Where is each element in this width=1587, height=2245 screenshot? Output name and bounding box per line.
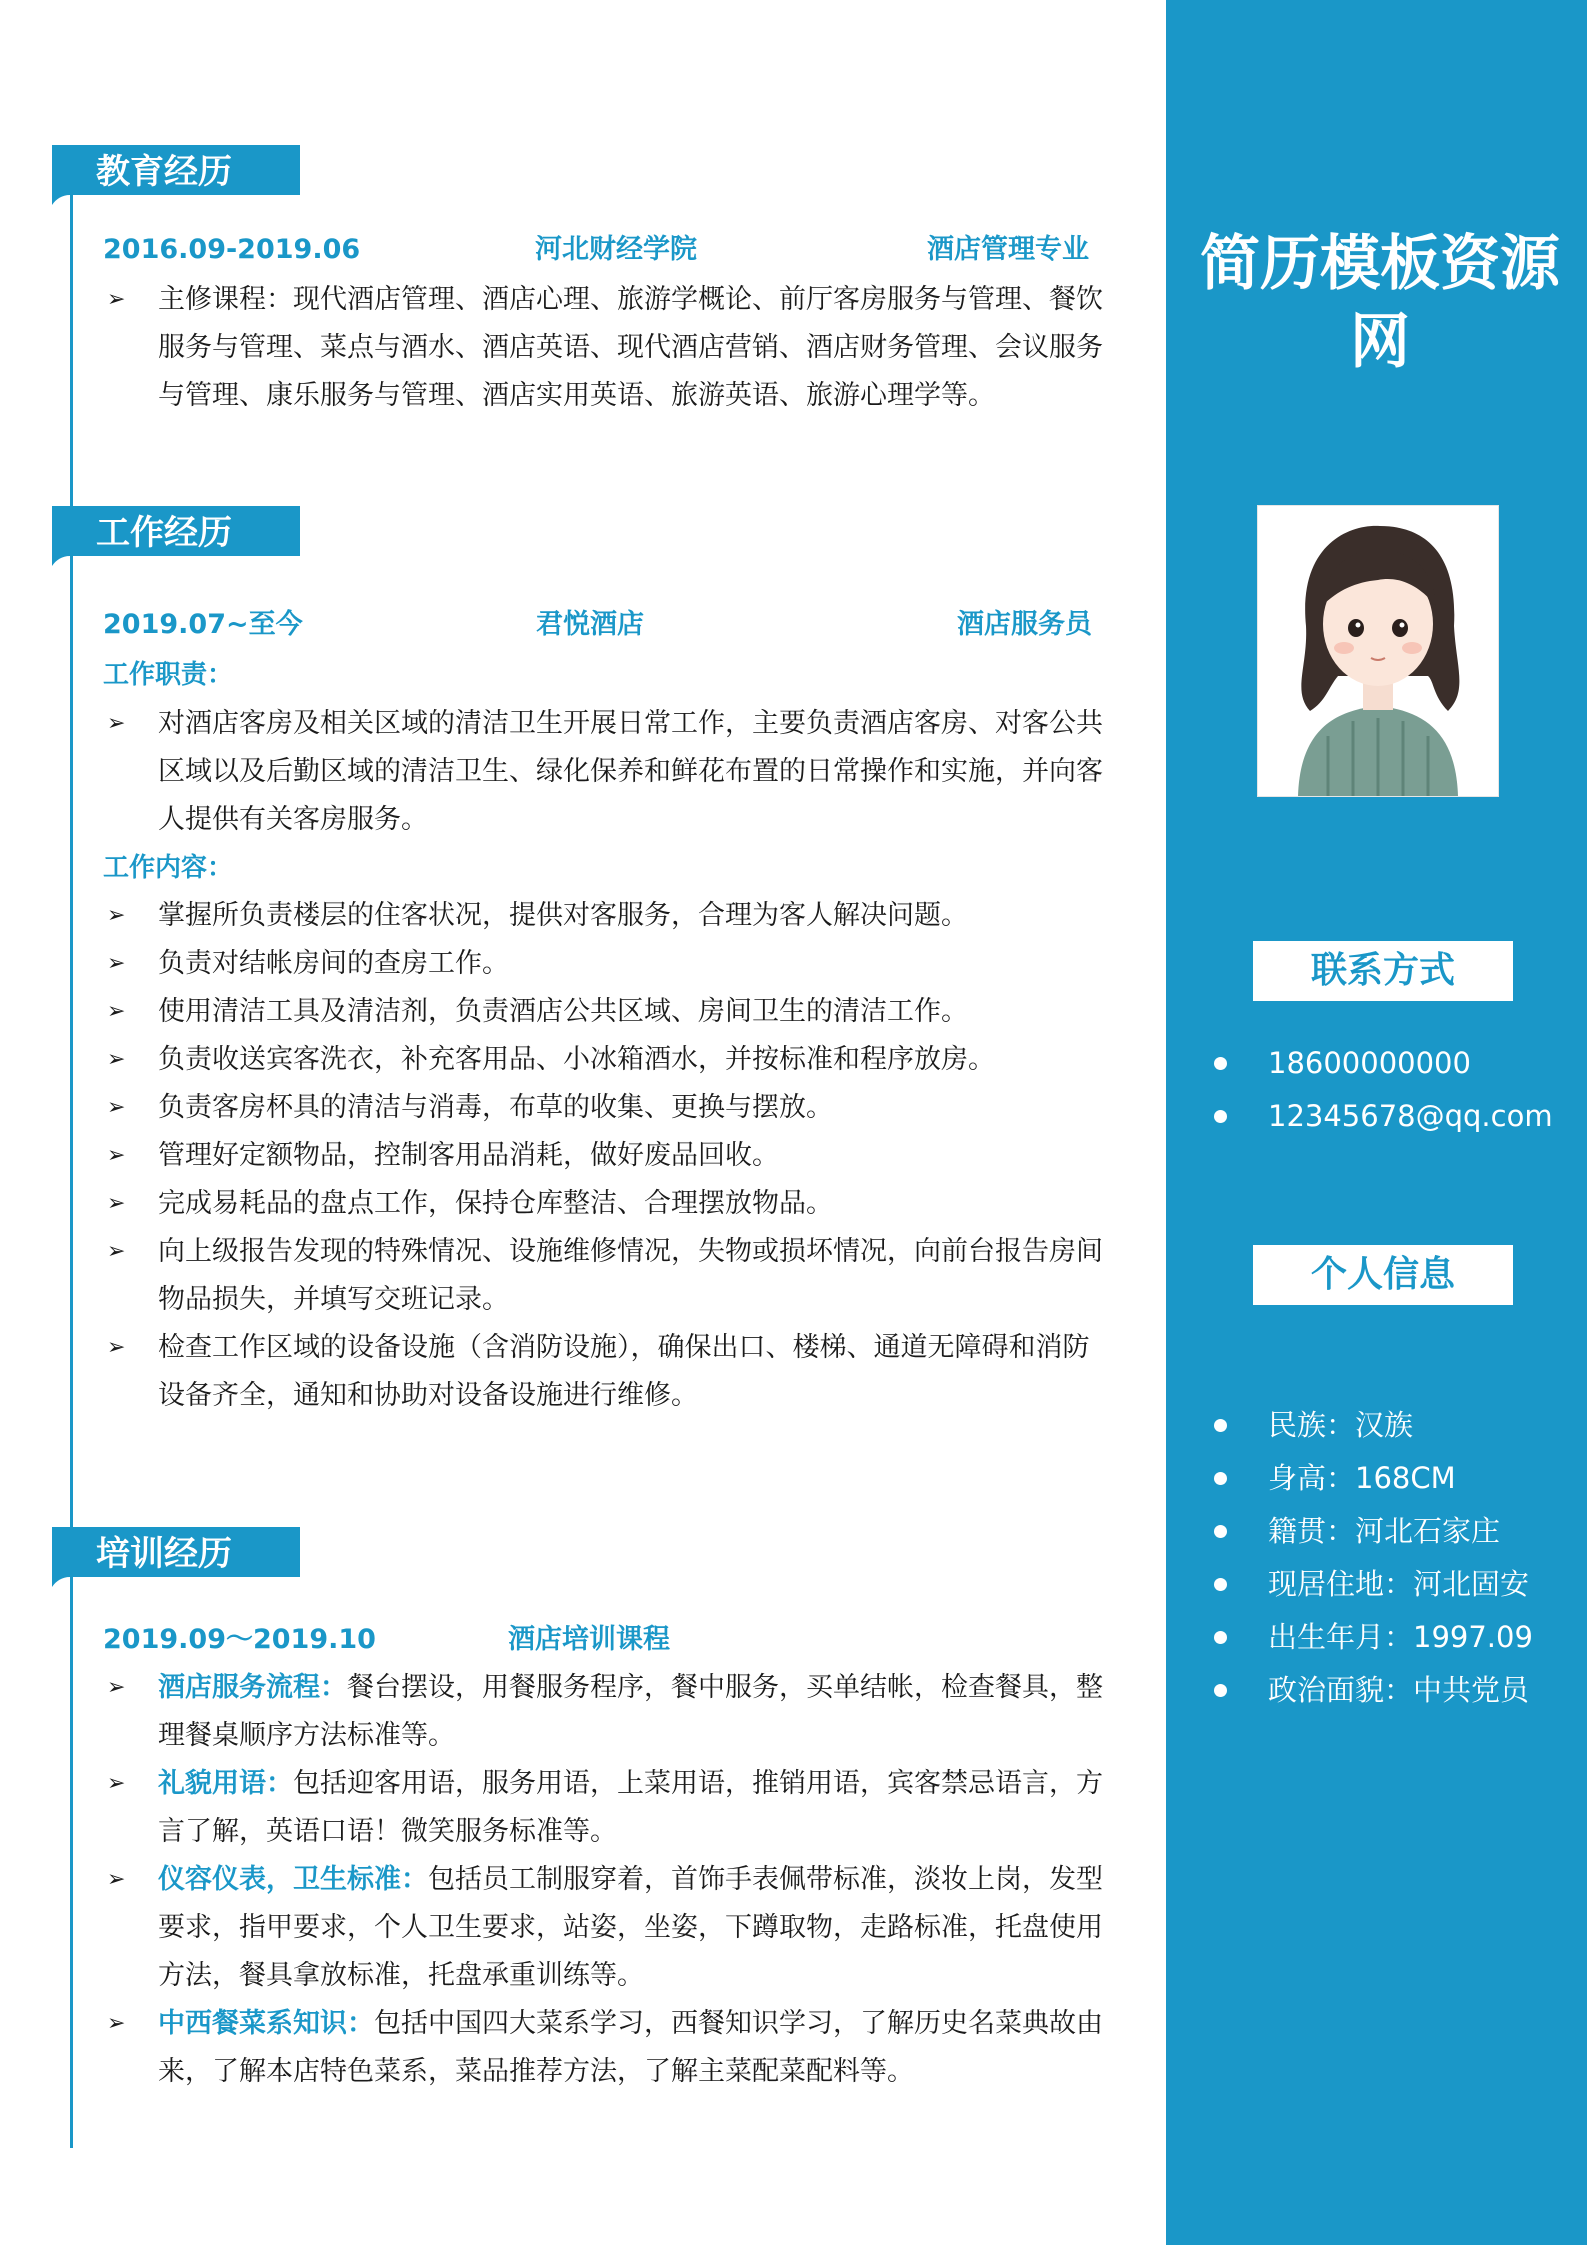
list-item: ➢ 对酒店客房及相关区域的清洁卫生开展日常工作，主要负责酒店客房、对客公共区域以及后勤区域的清洁卫生、绿化保养和鲜花布置的日常操作和实施，并向客人提供有关客房服务。 [103,700,1103,844]
list-item: ➢ 使用清洁工具及清洁剂，负责酒店公共区域、房间卫生的清洁工作。 [103,988,1103,1036]
work-position: 酒店服务员 [957,609,1092,640]
training-list [103,1664,1103,2096]
arrow-bullet-icon: ➢ [107,1675,126,1700]
info-item: 身高：168CM [1210,1452,1580,1505]
contact-list [1210,1037,1580,1143]
info-item: 民族：汉族 [1210,1399,1580,1452]
education-list [103,276,1103,420]
arrow-bullet-icon: ➢ [107,951,126,976]
work-duty-label: 工作职责： [103,660,234,690]
arrow-bullet-icon: ➢ [107,287,126,312]
arrow-bullet-icon: ➢ [107,1095,126,1120]
training-row [103,1620,1103,1660]
arrow-bullet-icon: ➢ [107,1143,126,1168]
list-item: ➢ 管理好定额物品，控制客用品消耗，做好废品回收。 [103,1132,1103,1180]
section-heading-education: 教育经历 [52,145,302,201]
phone-item: 18600000000 [1210,1037,1580,1090]
resume-name: 简历模板资源网 [1200,229,1560,377]
list-item: ➢ 主修课程：现代酒店管理、酒店心理、旅游学概论、前厅客房服务与管理、餐饮服务与管理、菜点与酒水、酒店英语、现代酒店营销、酒店财务管理、会议服务与管理、康乐服务与管理、酒店实用英语、旅游英语、旅游心理学等。 [103,276,1103,420]
bullet-icon [1214,1684,1227,1697]
work-period: 2019.07~至今 [103,609,303,640]
avatar-illustration-icon [1258,506,1498,796]
list-item: ➢ 中西餐菜系知识：包括中国四大菜系学习，西餐知识学习，了解历史名菜典故由来，了解本店特色菜系，菜品推荐方法，了解主菜配菜配料等。 [103,2000,1103,2096]
list-item: ➢ 负责对结帐房间的查房工作。 [103,940,1103,988]
bullet-icon [1214,1110,1227,1123]
arrow-bullet-icon: ➢ [107,1867,126,1892]
training-course: 酒店培训课程 [508,1624,670,1655]
list-item: ➢ 负责收送宾客洗衣，补充客用品、小冰箱酒水，并按标准和程序放房。 [103,1036,1103,1084]
arrow-bullet-icon: ➢ [107,1191,126,1216]
section-heading-training: 培训经历 [52,1527,302,1583]
info-heading: 个人信息 [1253,1245,1513,1305]
list-item: ➢ 掌握所负责楼层的住客状况，提供对客服务，合理为客人解决问题。 [103,892,1103,940]
bullet-icon [1214,1525,1227,1538]
bullet-icon [1214,1578,1227,1591]
arrow-bullet-icon: ➢ [107,1771,126,1796]
list-item: ➢ 检查工作区域的设备设施（含消防设施），确保出口、楼梯、通道无障碍和消防设备齐全，通知和协助对设备设施进行维修。 [103,1324,1103,1420]
timeline-line [70,150,73,2148]
bullet-icon [1214,1631,1227,1644]
education-row [103,230,1103,270]
bullet-icon [1214,1472,1227,1485]
training-period: 2019.09～2019.10 [103,1624,376,1655]
work-content-label: 工作内容： [103,853,234,883]
section-heading-work: 工作经历 [52,506,302,562]
arrow-bullet-icon: ➢ [107,1047,126,1072]
list-item: ➢ 完成易耗品的盘点工作，保持仓库整洁、合理摆放物品。 [103,1180,1103,1228]
list-item: ➢ 礼貌用语：包括迎客用语，服务用语，上菜用语，推销用语，宾客禁忌语言，方言了解，英语口语！微笑服务标准等。 [103,1760,1103,1856]
education-major: 酒店管理专业 [927,234,1089,265]
work-duty-list [103,700,1103,844]
info-item: 现居住地：河北固安 [1210,1558,1580,1611]
info-list [1210,1399,1580,1717]
arrow-bullet-icon: ➢ [107,1239,126,1264]
info-item: 出生年月：1997.09 [1210,1611,1580,1664]
arrow-bullet-icon: ➢ [107,2011,126,2036]
info-item: 籍贯：河北石家庄 [1210,1505,1580,1558]
list-item: ➢ 向上级报告发现的特殊情况、设施维修情况，失物或损坏情况，向前台报告房间物品损失，并填写交班记录。 [103,1228,1103,1324]
work-row [103,605,1103,645]
education-school: 河北财经学院 [535,234,697,265]
list-item: ➢ 仪容仪表，卫生标准：包括员工制服穿着，首饰手表佩带标准，淡妆上岗，发型要求，指甲要求，个人卫生要求，站姿，坐姿，下蹲取物，走路标准，托盘使用方法，餐具拿放标准，托盘承重训练等。 [103,1856,1103,2000]
list-item: ➢ 酒店服务流程：餐台摆设，用餐服务程序，餐中服务，买单结帐，检查餐具，整理餐桌顺序方法标准等。 [103,1664,1103,1760]
arrow-bullet-icon: ➢ [107,903,126,928]
email-item: 12345678@qq.com [1210,1090,1580,1143]
arrow-bullet-icon: ➢ [107,711,126,736]
avatar [1257,505,1499,797]
arrow-bullet-icon: ➢ [107,999,126,1024]
bullet-icon [1214,1419,1227,1432]
contact-heading: 联系方式 [1253,941,1513,1001]
work-content-list [103,892,1103,1420]
work-company: 君悦酒店 [536,609,644,640]
info-item: 政治面貌：中共党员 [1210,1664,1580,1717]
bullet-icon [1214,1057,1227,1070]
education-period: 2016.09-2019.06 [103,234,361,265]
list-item: ➢ 负责客房杯具的清洁与消毒，布草的收集、更换与摆放。 [103,1084,1103,1132]
arrow-bullet-icon: ➢ [107,1335,126,1360]
